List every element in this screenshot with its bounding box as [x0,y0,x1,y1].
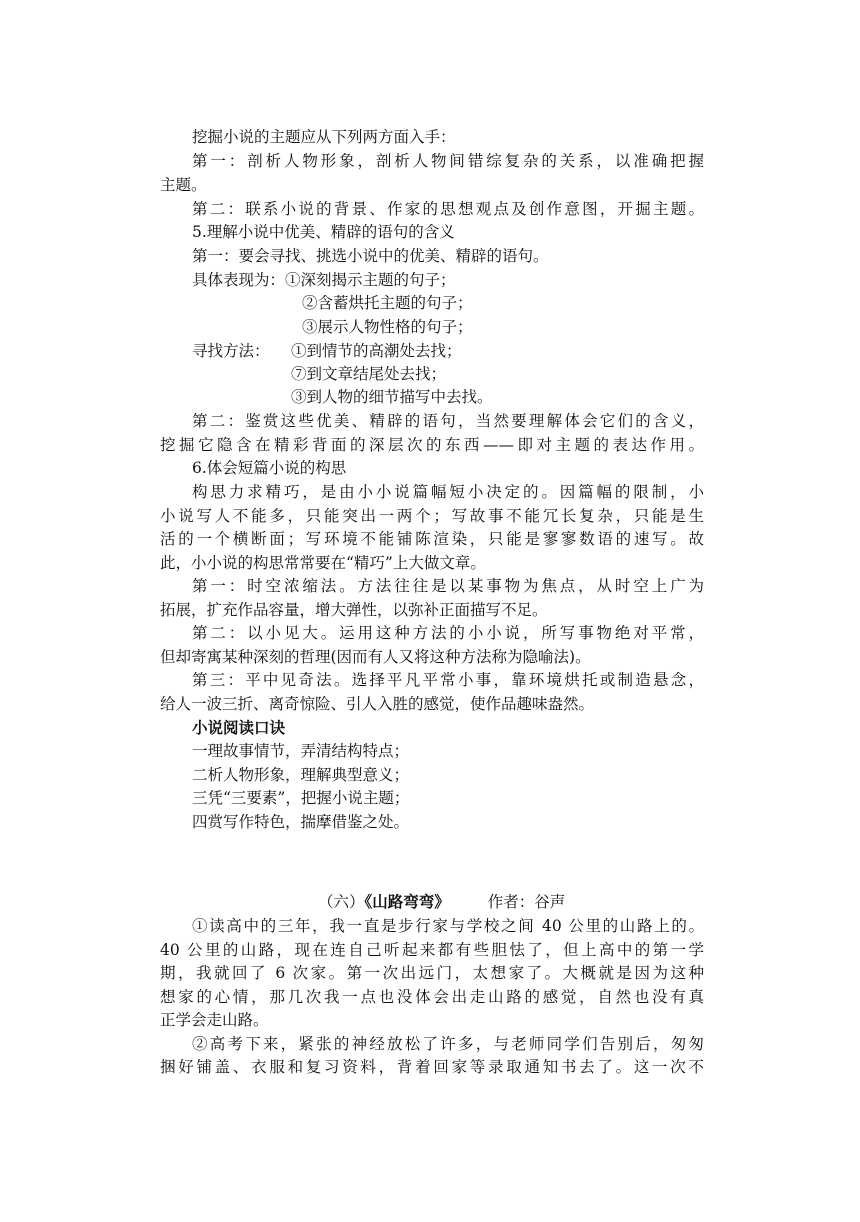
story-line: ①读高中的三年，我一直是步行家与学校之间 40 公里的山路上的。 [192,917,704,935]
text-line: 给人一波三折、离奇惊险、引人入胜的感觉，使作品趣味盎然。 [160,695,595,713]
story-line: 40 公里的山路，现在连自己听起来都有些胆怯了，但上高中的第一学 [160,941,704,959]
text-line: ③展示人物性格的句子； [302,318,473,336]
story-author: 作者：谷声 [487,893,566,911]
text-line: 挖掘小说的主题应从下列两方面入手： [192,128,456,146]
text-line: 挖掘它隐含在精彩背面的深层次的东西——即对主题的表达作用。 [160,436,704,454]
text-line: 第三：平中见奇法。选择平凡平常小事，靠环境烘托或制造悬念， [192,671,704,689]
text-line: 构思力求精巧，是由小小说篇幅短小决定的。因篇幅的限制，小 [192,483,704,501]
story-line: 正学会走山路。 [160,1011,269,1029]
story-title: 《山路弯弯》 [364,892,450,911]
text-line: 此，小小说的构思常常要在“精巧”上大做文章。 [160,554,486,572]
story-line: 捆好铺盖、衣服和复习资料，背着回家等录取通知书去了。这一次不 [160,1058,704,1076]
text-line: 第二：联系小说的背景、作家的思想观点及创作意图，开掘主题。 [192,200,704,218]
text-line: ③到人物的细节描写中去找。 [291,388,493,406]
text-line: 活的一个横断面；写环境不能铺陈渲染，只能是寥寥数语的速写。故 [160,530,704,548]
text-line: 第一：时空浓缩法。方法往往是以某事物为焦点，从时空上广为 [192,577,704,595]
text-line: 具体表现为：①深刻揭示主题的句子； [192,271,456,289]
story-heading [318,890,565,914]
section-heading: 5.理解小说中优美、精辟的语句的含义 [192,223,455,241]
text-line: ⑦到文章结尾处去找； [291,365,447,383]
text-line: 主题。 [160,176,207,194]
text-line: ②含蓄烘托主题的句子； [302,294,473,312]
text-line: ①到情节的高潮处去找； [291,342,462,360]
story-line: ②高考下来，紧张的神经放松了许多，与老师同学们告别后，匆匆 [192,1035,704,1053]
story-line: 期，我就回了 6 次家。第一次出远门，太想家了。大概就是因为这种 [160,964,704,982]
text-line: 第一：要会寻找、挑选小说中的优美、精辟的语句。 [192,247,549,265]
mnemonic-line: 二析人物形象，理解典型意义； [192,766,410,784]
story-line: 想家的心情，那几次我一点也没体会出走山路的感觉，自然也没有真 [160,988,704,1006]
text-line: 第二：以小见大。运用这种方法的小小说，所写事物绝对平常， [192,624,704,642]
text-line: 拓展，扩充作品容量，增大弹性，以弥补正面描写不足。 [160,601,548,619]
text-line: 小说写人不能多，只能突出一两个；写故事不能冗长复杂，只能是生 [160,507,704,525]
story-number: （六） [318,893,365,911]
mnemonic-line: 四赏写作特色，揣摩借鉴之处。 [192,813,410,831]
mnemonic-line: 一理故事情节，弄清结构特点； [192,742,410,760]
section-heading: 6.体会短篇小说的构思 [192,459,347,477]
text-line: 但却寄寓某种深刻的哲理(因而有人又将这种方法称为隐喻法)。 [160,648,591,666]
text-line: 第一：剖析人物形象，剖析人物间错综复杂的关系，以准确把握 [192,152,704,170]
mnemonic-heading: 小说阅读口诀 [192,718,286,737]
text-line: 寻找方法： [192,342,270,360]
text-line: 第二：鉴赏这些优美、精辟的语句，当然要理解体会它们的含义， [192,412,704,430]
mnemonic-line: 三凭“三要素”，把握小说主题； [192,789,410,807]
